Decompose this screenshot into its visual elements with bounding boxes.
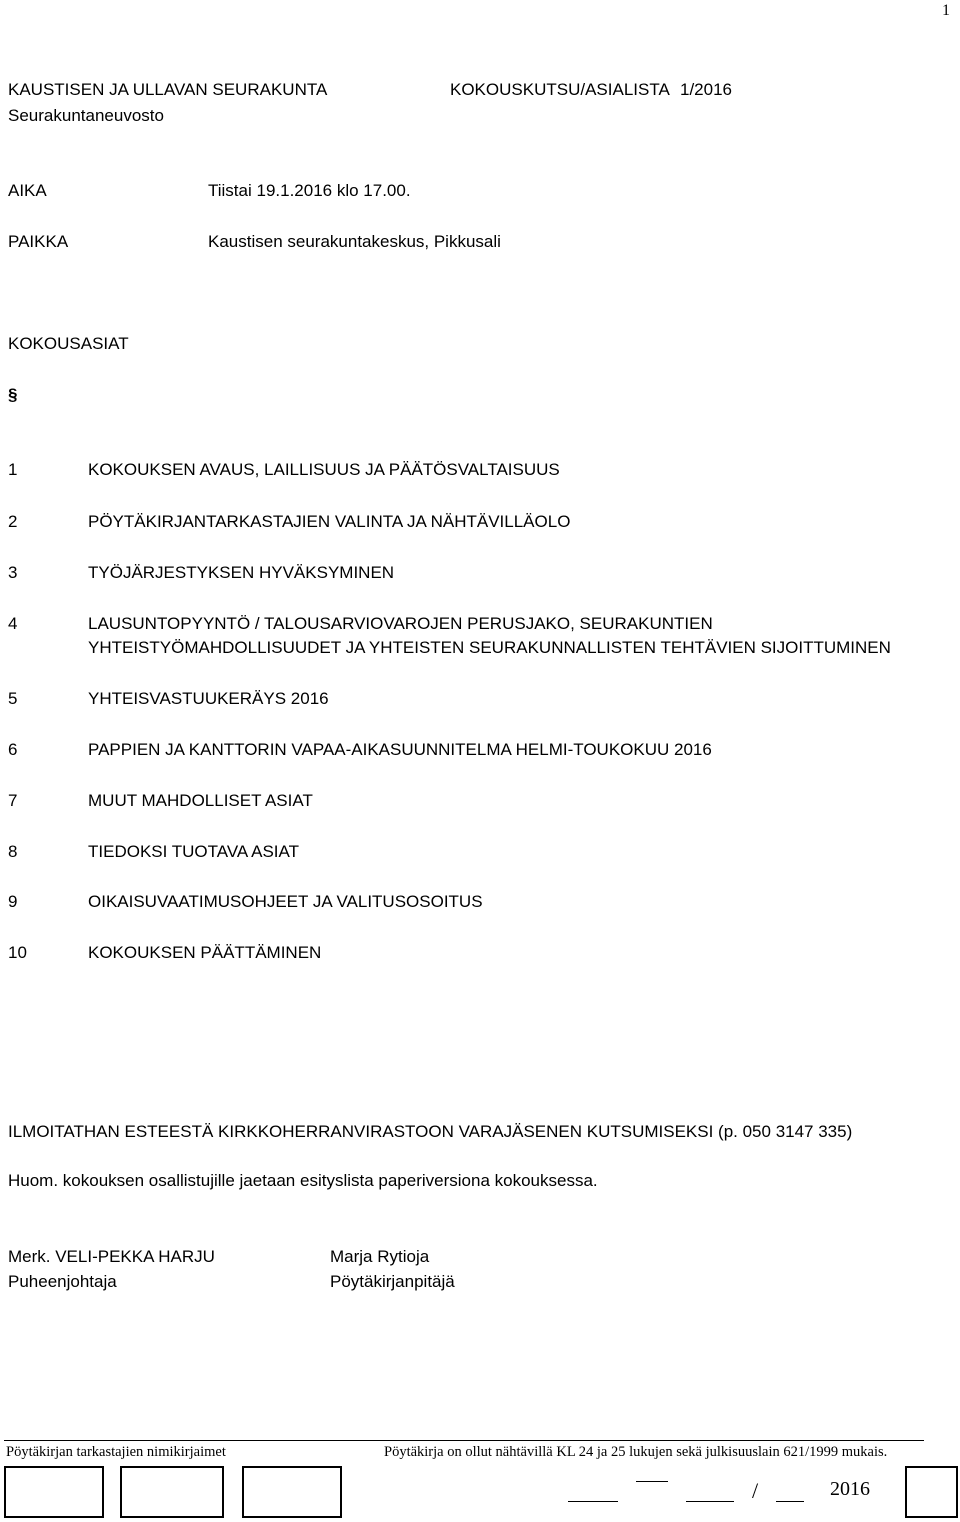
organization-name: KAUSTISEN JA ULLAVAN SEURAKUNTA xyxy=(8,80,328,99)
date-blank-top xyxy=(636,1481,668,1482)
agenda-item-text: PAPPIEN JA KANTTORIN VAPAA-AIKASUUNNITELMA HELMI-TOUKOKUU 2016 xyxy=(88,740,712,759)
agenda-item-text: TYÖJÄRJESTYKSEN HYVÄKSYMINEN xyxy=(88,563,395,582)
agenda-item-text: PÖYTÄKIRJANTARKASTAJIEN VALINTA JA NÄHTÄVILLÄOLO xyxy=(88,512,571,531)
date-blank-day xyxy=(568,1501,618,1502)
agenda-heading: KOKOUSASIAT xyxy=(8,334,129,353)
public-display-note: Pöytäkirja on ollut nähtävillä KL 24 ja 25 lukujen sekä julkisuuslain 621/1999 mukais. xyxy=(384,1444,888,1460)
agenda-item-number: 8 xyxy=(8,842,18,861)
initials-box-4[interactable] xyxy=(905,1466,958,1518)
secretary-name: Marja Rytioja xyxy=(330,1247,430,1266)
date-blank-month-start xyxy=(686,1501,734,1502)
initials-box-1[interactable] xyxy=(4,1466,104,1518)
governing-body: Seurakuntaneuvosto xyxy=(8,106,164,125)
initials-box-3[interactable] xyxy=(242,1466,342,1518)
document-type: KOKOUSKUTSU/ASIALISTA xyxy=(450,80,670,99)
section-symbol: § xyxy=(8,385,18,404)
page-number: 1 xyxy=(942,2,950,19)
agenda-item-text: TIEDOKSI TUOTAVA ASIAT xyxy=(88,842,299,861)
agenda-item-text: MUUT MAHDOLLISET ASIAT xyxy=(88,791,313,810)
agenda-item-text: YHTEISVASTUUKERÄYS 2016 xyxy=(88,689,329,708)
agenda-item-text: KOKOUKSEN AVAUS, LAILLISUUS JA PÄÄTÖSVALTAISUUS xyxy=(88,460,560,479)
absence-notice: ILMOITATHAN ESTEESTÄ KIRKKOHERRANVIRASTOON VARAJÄSENEN KUTSUMISEKSI (p. 050 3147 335) xyxy=(8,1122,853,1141)
agenda-item-number: 5 xyxy=(8,689,18,708)
agenda-item-number: 7 xyxy=(8,791,18,810)
date-blank-month-end xyxy=(776,1501,804,1502)
agenda-item-number: 1 xyxy=(8,460,18,479)
place-value: Kaustisen seurakuntakeskus, Pikkusali xyxy=(208,232,501,251)
initials-box-2[interactable] xyxy=(120,1466,224,1518)
agenda-item-text: LAUSUNTOPYYNTÖ / TALOUSARVIOVAROJEN PERUSJAKO, SEURAKUNTIEN xyxy=(88,614,713,633)
chair-name: Merk. VELI-PEKKA HARJU xyxy=(8,1247,215,1266)
agenda-item-text: OIKAISUVAATIMUSOHJEET JA VALITUSOSOITUS xyxy=(88,892,483,911)
distribution-note: Huom. kokouksen osallistujille jaetaan esityslista paperiversiona kokouksessa. xyxy=(8,1171,598,1190)
agenda-item-number: 3 xyxy=(8,563,18,582)
secretary-title: Pöytäkirjanpitäjä xyxy=(330,1272,455,1291)
chair-title: Puheenjohtaja xyxy=(8,1272,117,1291)
agenda-item-number: 4 xyxy=(8,614,18,633)
date-slash: / xyxy=(752,1478,759,1503)
document-number: 1/2016 xyxy=(680,80,732,99)
reviewers-initials-label: Pöytäkirjan tarkastajien nimikirjaimet xyxy=(6,1444,226,1460)
agenda-item-number: 2 xyxy=(8,512,18,531)
footer-rule xyxy=(4,1440,924,1441)
agenda-item-text-continued: YHTEISTYÖMAHDOLLISUUDET JA YHTEISTEN SEURAKUNNALLISTEN TEHTÄVIEN SIJOITTUMINEN xyxy=(88,638,891,657)
footer-year: 2016 xyxy=(830,1478,870,1500)
time-value: Tiistai 19.1.2016 klo 17.00. xyxy=(208,181,411,200)
agenda-item-text: KOKOUKSEN PÄÄTTÄMINEN xyxy=(88,943,322,962)
place-label: PAIKKA xyxy=(8,232,69,251)
agenda-item-number: 9 xyxy=(8,892,18,911)
agenda-item-number: 10 xyxy=(8,943,27,962)
agenda-item-number: 6 xyxy=(8,740,18,759)
time-label: AIKA xyxy=(8,181,47,200)
